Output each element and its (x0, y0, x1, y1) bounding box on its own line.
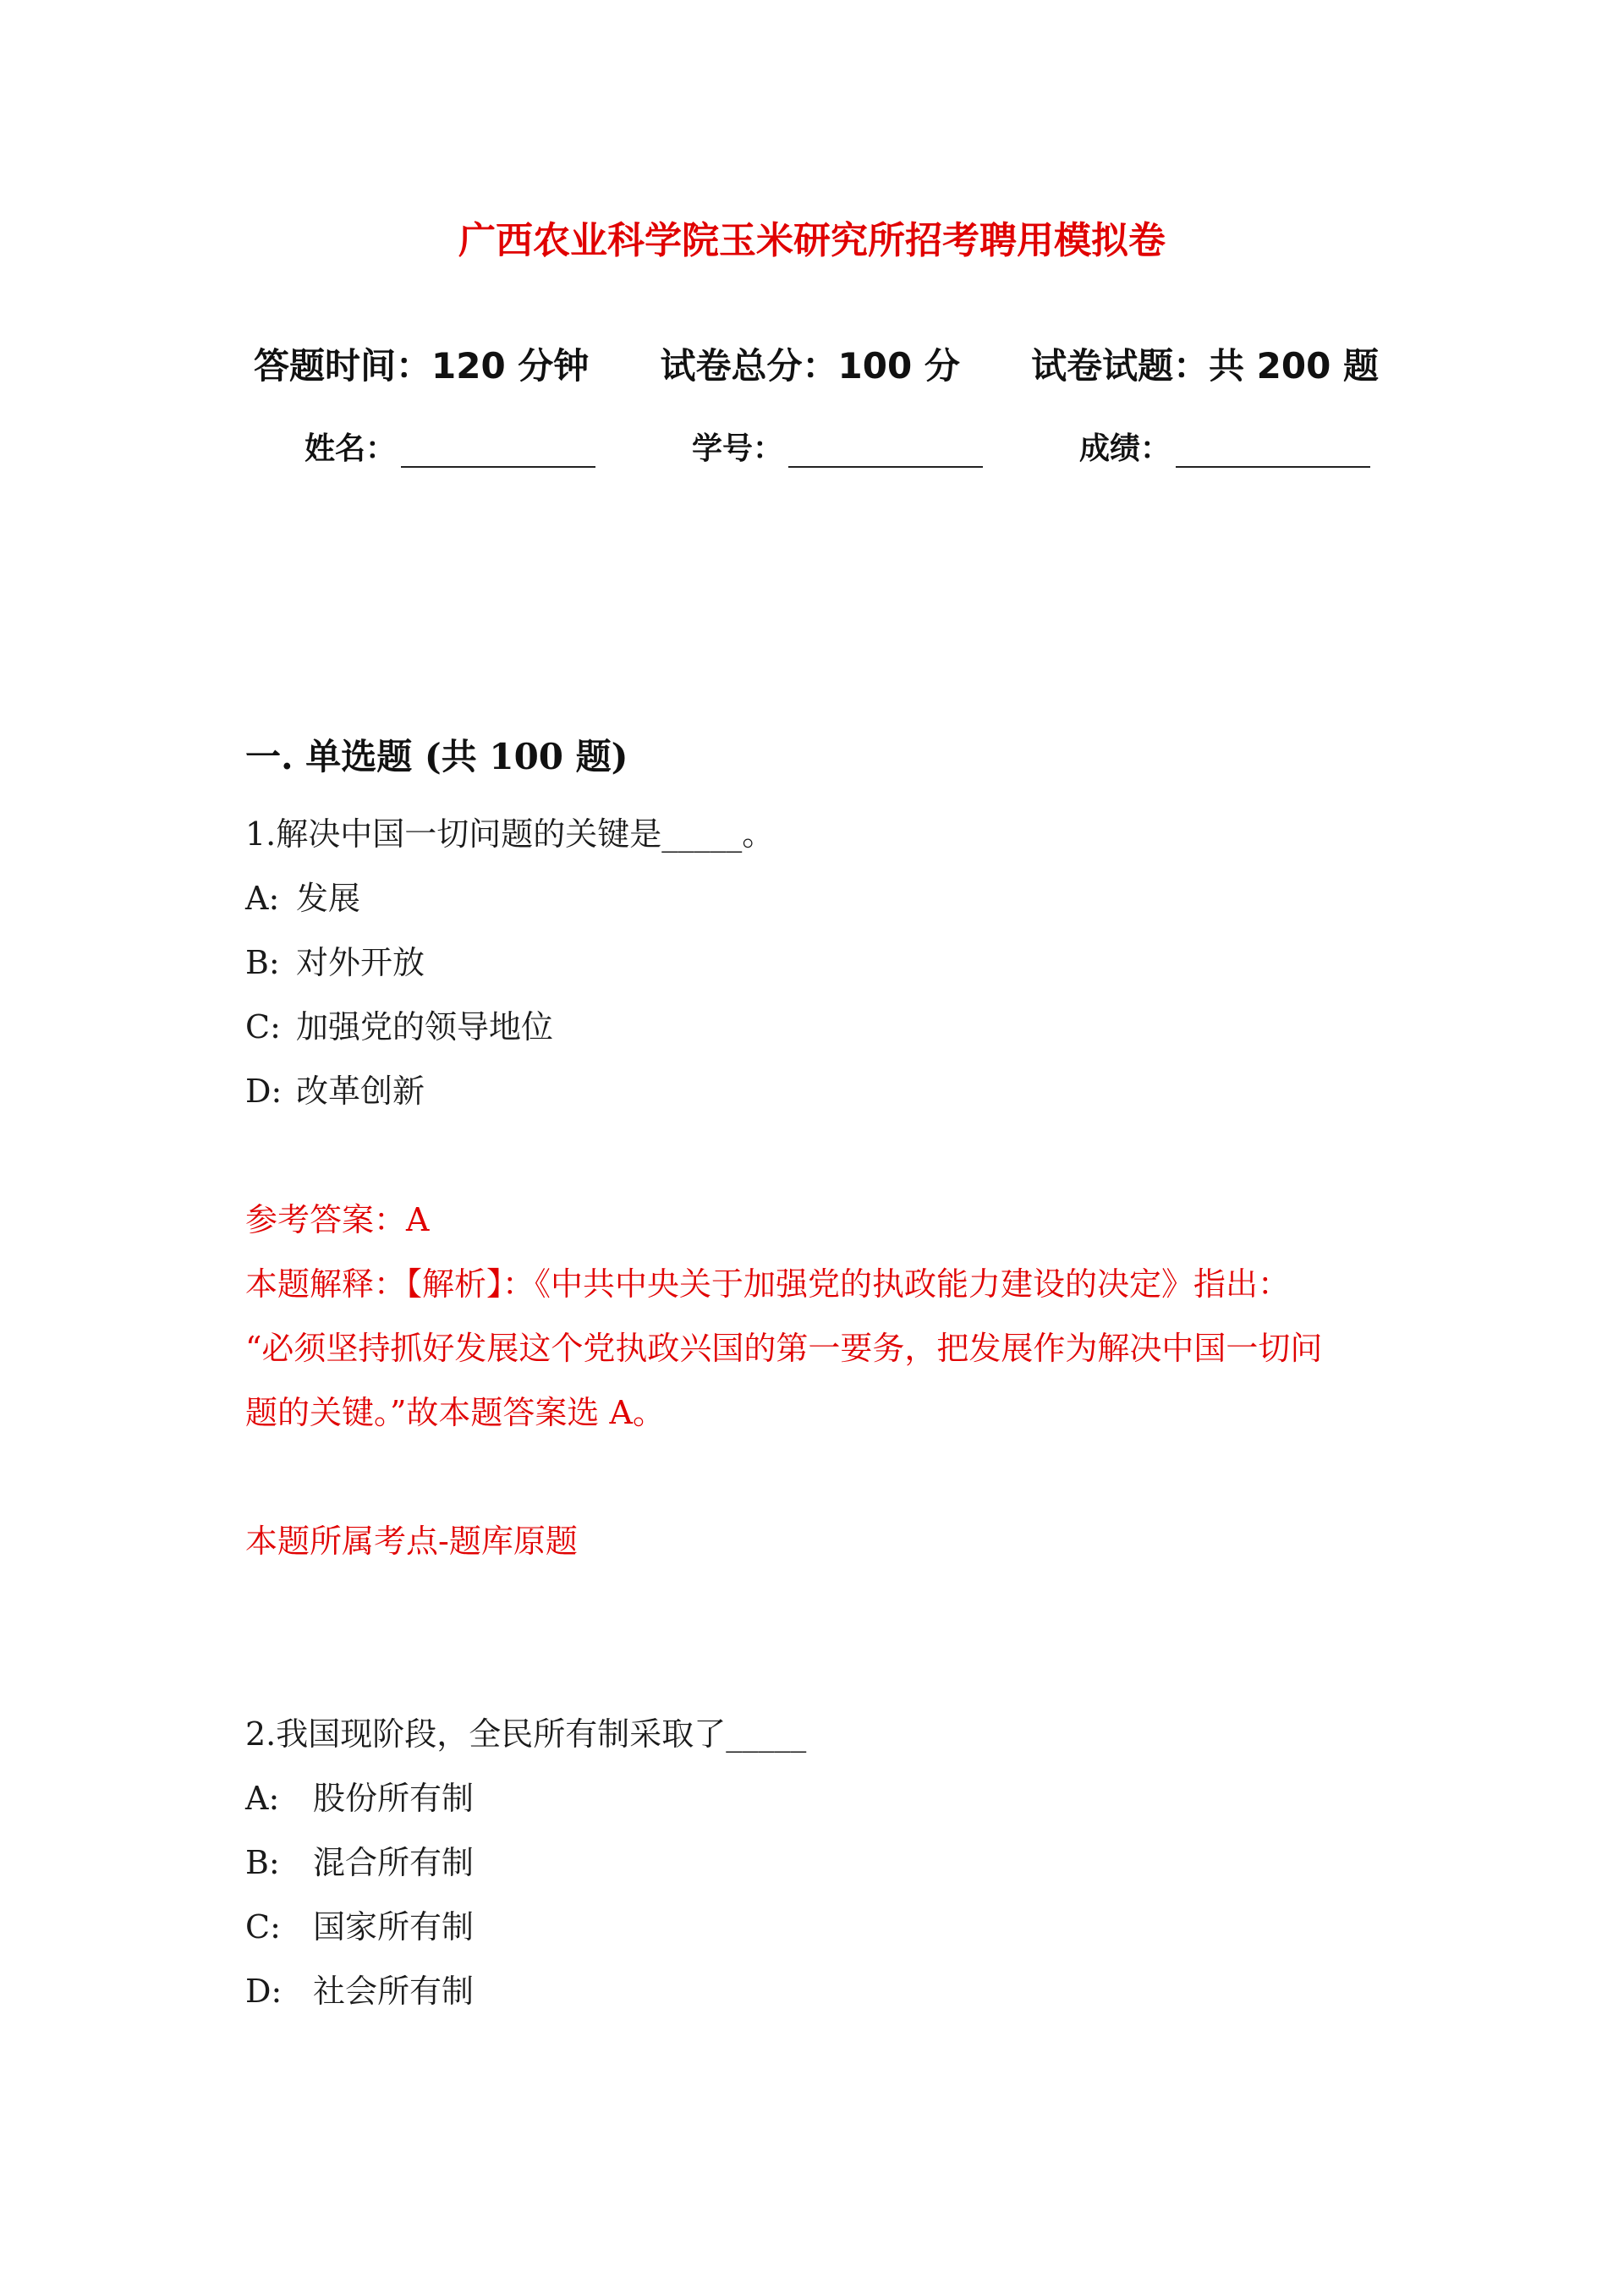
question-1-answer: 参考答案：A (245, 1201, 430, 1238)
question-1-explanation-line-1: 本题解释：【解析】：《中共中央关于加强党的执政能力建设的决定》指出： (245, 1265, 1291, 1303)
question-1-option-d (245, 1065, 425, 1111)
option-label: A: (245, 1780, 280, 1817)
question-1-option-b (245, 936, 425, 983)
section-title: 一. 单选题 (共 100 题) (245, 736, 628, 777)
question-2-option-d (245, 1965, 474, 2011)
score-field (1079, 425, 1370, 468)
question-1-option-a (245, 872, 360, 919)
name-field (304, 425, 595, 468)
option-text: 国家所有制 (313, 1908, 475, 1946)
question-2-option-c (245, 1901, 474, 1947)
id-field (692, 425, 983, 468)
exam-meta (254, 338, 1379, 389)
option-label: A: (245, 880, 280, 917)
option-label: D: (245, 1073, 283, 1110)
question-2-text: 2.我国现阶段，全民所有制采取了_____ (245, 1715, 807, 1753)
score-label: 成绩： (1078, 431, 1171, 466)
option-text: 对外开放 (296, 944, 425, 981)
option-text: 社会所有制 (313, 1973, 475, 2010)
option-text: 股份所有制 (313, 1780, 475, 1817)
name-label: 姓名： (304, 431, 397, 466)
question-1-text: 1.解决中国一切问题的关键是_____。 (245, 815, 775, 853)
id-label: 学号： (691, 431, 783, 466)
id-blank[interactable] (788, 432, 983, 468)
exam-time: 答题时间：120 分钟 (254, 345, 590, 387)
question-1-source: 本题所属考点-题库原题 (245, 1523, 578, 1560)
option-label: C: (245, 1008, 281, 1045)
question-1-explanation-line-3: 题的关键。”故本题答案选 A。 (245, 1394, 665, 1431)
name-blank[interactable] (401, 432, 595, 468)
question-2-option-a (245, 1772, 474, 1819)
student-info (304, 425, 1370, 468)
question-1-explanation-line-2: “必须坚持抓好发展这个党执政兴国的第一要务，把发展作为解决中国一切问 (245, 1330, 1323, 1367)
option-text: 混合所有制 (313, 1844, 475, 1881)
option-label: B: (245, 1844, 280, 1881)
exam-total-score: 试卷总分：100 分 (660, 345, 960, 387)
question-2-option-b (245, 1836, 474, 1883)
option-text: 改革创新 (296, 1073, 425, 1110)
option-label: B: (245, 944, 280, 981)
option-text: 加强党的领导地位 (296, 1008, 554, 1045)
option-text: 发展 (296, 880, 361, 917)
score-blank[interactable] (1176, 432, 1370, 468)
question-1-option-c (245, 1001, 553, 1047)
option-label: D: (245, 1973, 283, 2010)
option-label: C: (245, 1908, 281, 1946)
page-title: 广西农业科学院玉米研究所招考聘用模拟卷 (458, 219, 1166, 262)
exam-question-count: 试卷试题：共 200 题 (1031, 345, 1379, 387)
